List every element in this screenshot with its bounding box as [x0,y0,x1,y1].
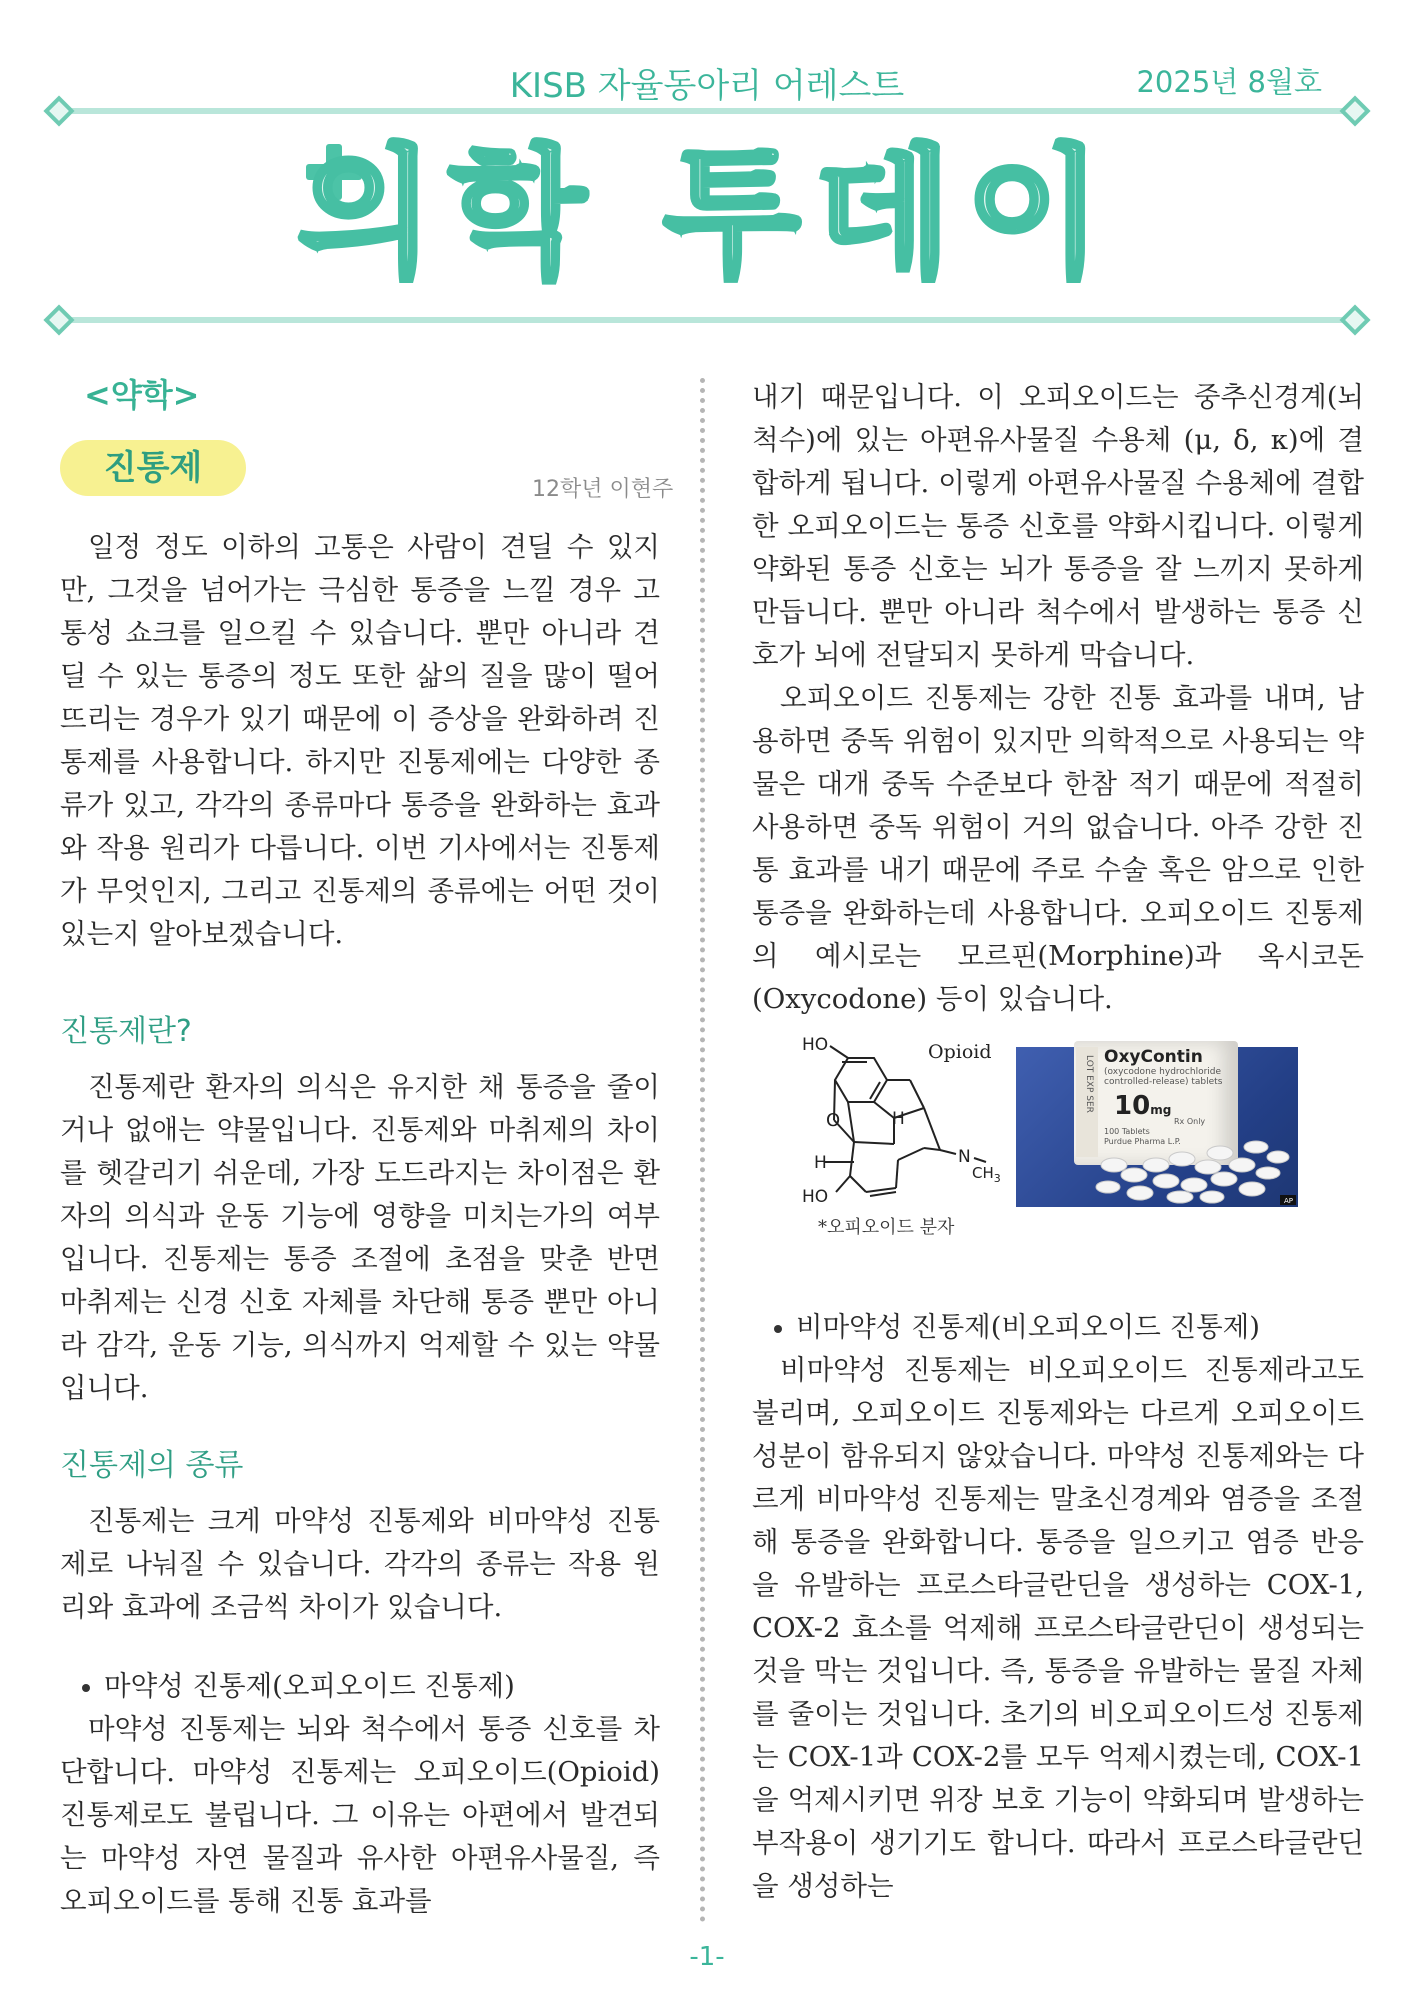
bottom-rule [58,317,1356,323]
club-name: KISB 자율동아리 어레스트 [509,66,905,106]
page-number: -1- [689,1942,725,1972]
left-column [60,526,660,1923]
bottle-subtext: (oxycodone hydrochloride [1104,1067,1222,1077]
diamond-ornament-icon [43,304,74,335]
byline: 12학년 이현주 [532,477,674,502]
article-title: 진통제 [60,440,246,496]
section-heading: 진통제의 종류 [60,1448,244,1483]
section-tag: <약학> [84,376,200,414]
figure-caption: *오피오이드 분자 [818,1217,955,1238]
intro-paragraph: 일정 정도 이하의 고통은 사람이 견딜 수 있지만, 그것을 넘어가는 극심한 통증을 느낄 경우 고통성 쇼크를 일으킬 수 있습니다. 뿐만 아니라 견딜 수 있는 통증의 정도 또한 삶의 질을 많이 떨어뜨리는 경우가 있기 때문에 이 증상을 완화하려 진통제를 사용합니다. 하지만 진통제에는 다양한 종류가 있고, 각각의 종류마다 통증을 완화하는 효과와 작용 원리가 다릅니다. 이번 기사에서는 진통제가 무엇인지, 그리고 진통제의 종류에는 어떤 것이 있는지 알아보겠습니다. [60,531,660,950]
bullet-icon [774,1325,782,1333]
opioid-paragraph: 마약성 진통제는 뇌와 척수에서 통증 신호를 차단합니다. 마약성 진통제는 오피오이드(Opioid) 진통제로도 불립니다. 그 이유는 아편에서 발견되는 마약성 자연 물질과 유사한 아편유사물질, 즉 오피오이드를 통해 진통 효과를 [60,1713,660,1917]
definition-paragraph: 진통제란 환자의 의식은 유지한 채 통증을 줄이거나 없애는 약물입니다. 진통제와 마취제의 차이를 헷갈리기 쉬운데, 가장 도드라지는 차이점은 환자의 의식과 운동 기능에 영향을 미치는가의 여부입니다. 진통제는 통증 조절에 초점을 맞춘 반면 마취제는 신경 신호 자체를 차단해 통증 뿐만 아니라 감각, 운동 기능, 의식까지 억제할 수 있는 약물입니다. [60,1071,660,1404]
right-column [752,376,1364,1021]
section-heading: 진통제란? [60,1014,192,1049]
dose-value: 10mg [1114,1091,1172,1121]
opioid-continued-paragraph: 내기 때문입니다. 이 오피오이드는 중추신경계(뇌 척수)에 있는 아편유사물질 수용체 (μ, δ, κ)에 결합하게 됩니다. 이렇게 아편유사물질 수용체에 결합한 오피오이드는 통증 신호를 약화시킵니다. 이렇게 약화된 통증 신호는 뇌가 통증을 잘 느끼지 못하게 만듭니다. 뿐만 아니라 척수에서 발생하는 통증 신호가 뇌에 전달되지 못하게 막습니다. [752,381,1364,671]
column-divider [700,378,705,1923]
brand-label: OxyContin [1104,1047,1203,1067]
issue-date: 2025년 8월호 [1136,65,1322,99]
opioid-molecule-diagram [798,1035,1001,1236]
bullet-label: 비마약성 진통제(비오피오이드 진통제) [796,1311,1260,1343]
right-column-lower [752,1306,1364,1908]
hydrogen-label: H [814,1153,827,1173]
methyl-label: $CH_3$ [972,1164,1001,1185]
tablet-count: 100 Tablets [1104,1127,1150,1136]
top-rule [58,108,1356,114]
manufacturer: Purdue Pharma L.P. [1104,1137,1181,1146]
bottle-subtext: controlled-release) tablets [1104,1077,1223,1087]
bullet-item [752,1306,1364,1349]
hydroxyl-label: HO [802,1187,829,1207]
rx-label: Rx Only [1174,1117,1206,1126]
nitrogen-label: N [958,1147,971,1167]
bullet-label: 마약성 진통제(오피오이드 진통제) [104,1670,515,1702]
hydroxyl-label: HO [802,1035,829,1055]
bullet-icon [82,1684,90,1692]
hydrogen-label: H [892,1109,905,1129]
oxycontin-photo [1016,1047,1298,1207]
opioid-effect-paragraph: 오피오이드 진통제는 강한 진통 효과를 내며, 남용하면 중독 위험이 있지만 의학적으로 사용되는 약물은 대개 중독 수준보다 한참 적기 때문에 적절히 사용하면 중독 위험이 거의 없습니다. 아주 강한 진통 효과를 내기 때문에 주로 수술 혹은 암으로 인한 통증을 완화하는데 사용합니다. 오피오이드 진통제의 예시로는 모르핀(Morphine)과 옥시코돈(Oxycodone) 등이 있습니다. [752,682,1364,1015]
masthead-title: 의학 투데이 [297,132,1117,297]
tablets-pile [1016,1047,1298,1207]
photo-credit: AP [1284,1197,1294,1205]
bullet-item [60,1665,660,1708]
non-opioid-paragraph: 비마약성 진통제는 비오피오이드 진통제라고도 불리며, 오피오이드 진통제와는 다르게 오피오이드 성분이 함유되지 않았습니다. 마약성 진통제와는 다르게 비마약성 진통제는 말초신경계와 염증을 조절해 통증을 완화합니다. 통증을 일으키고 염증 반응을 유발하는 프로스타글란딘을 생성하는 COX-1, COX-2 효소를 억제해 프로스타글란딘이 생성되는 것을 막는 것입니다. 즉, 통증을 유발하는 물질 자체를 줄이는 것입니다. 초기의 비오피오이드성 진통제는 COX-1과 COX-2를 모두 억제시켰는데, COX-1을 억제시키면 위장 보호 기능이 약화되며 발생하는 부작용이 생기기도 합니다. 따라서 프로스타글란딘을 생성하는 [752,1354,1364,1902]
types-paragraph: 진통제는 크게 마약성 진통제와 비마약성 진통제로 나눠질 수 있습니다. 각각의 종류는 작용 원리와 효과에 조금씩 차이가 있습니다. [60,1505,660,1623]
diamond-ornament-icon [1339,304,1370,335]
molecule-label: Opioid [928,1041,992,1063]
bottle-side-text: LOT EXP SER [1084,1055,1094,1113]
oxygen-label: O [826,1110,841,1131]
